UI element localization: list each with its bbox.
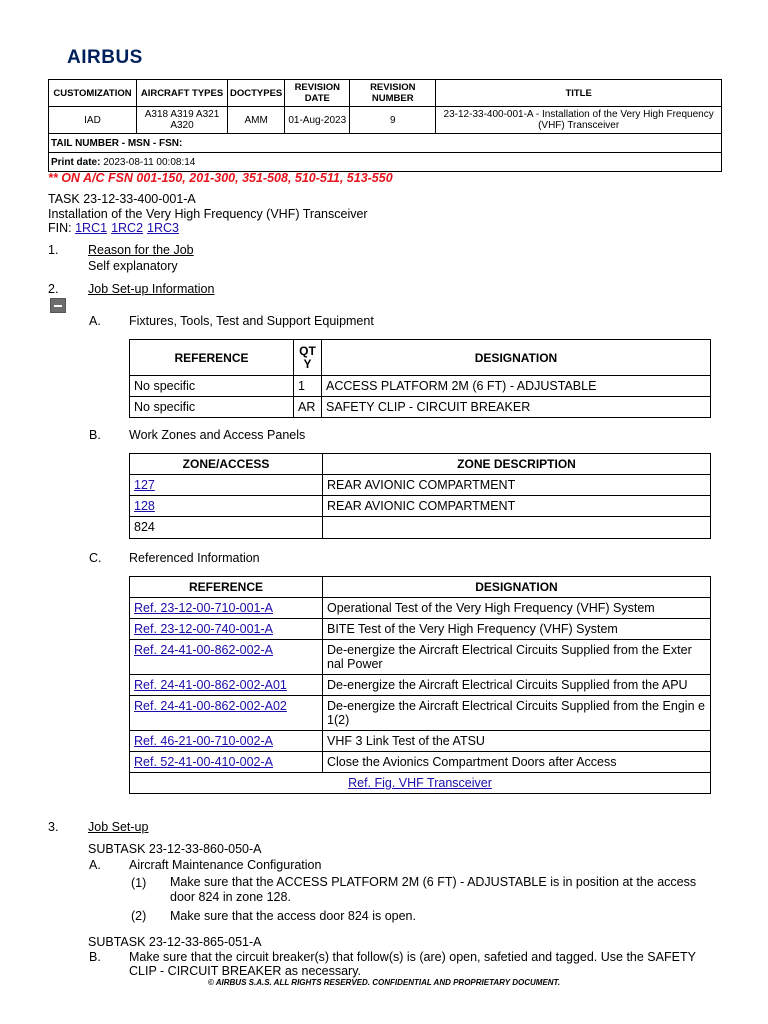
table-row	[130, 696, 711, 731]
header-col-customization: CUSTOMIZATION	[49, 80, 137, 107]
header-col-title: TITLE	[436, 80, 722, 107]
table-row	[130, 619, 711, 640]
header-title-value: 23-12-33-400-001-A - Installation of the Very High Frequency (VHF) Transceiver	[436, 107, 722, 134]
section-1-number: 1.	[48, 243, 59, 257]
ref-link[interactable]: Ref. 24-41-00-862-002-A01	[134, 678, 287, 692]
tools-reference-cell: No specific	[130, 376, 294, 397]
ref-designation-cell: Close the Avionics Compartment Doors after Access	[323, 752, 711, 773]
table-row	[130, 675, 711, 696]
table-row	[130, 731, 711, 752]
header-col-revision-date: REVISION DATE	[285, 80, 350, 107]
airbus-logo: AIRBUS	[67, 47, 143, 68]
tools-reference-cell: No specific	[130, 397, 294, 418]
tools-col-qty: QT Y	[294, 340, 322, 376]
table-row	[130, 475, 711, 496]
refs-col-designation: DESIGNATION	[323, 577, 711, 598]
zone-description-cell: REAR AVIONIC COMPARTMENT	[323, 496, 711, 517]
ref-designation-cell: De-energize the Aircraft Electrical Circuits Supplied from the Exter nal Power	[323, 640, 711, 675]
tools-designation-cell: ACCESS PLATFORM 2M (6 FT) - ADJUSTABLE	[322, 376, 711, 397]
table-row	[130, 640, 711, 675]
section-2b-letter: B.	[89, 428, 101, 442]
section-2c-title: Referenced Information	[129, 551, 260, 565]
task-title: Installation of the Very High Frequency (VHF) Transceiver	[48, 206, 368, 221]
section-3a-letter: A.	[89, 858, 101, 872]
ref-designation-cell: De-energize the Aircraft Electrical Circuits Supplied from the Engin e 1(2)	[323, 696, 711, 731]
zones-col-description: ZONE DESCRIPTION	[323, 454, 711, 475]
print-date-label: Print date:	[51, 156, 101, 168]
ref-designation-cell: VHF 3 Link Test of the ATSU	[323, 731, 711, 752]
table-row	[130, 598, 711, 619]
zone-description-cell: REAR AVIONIC COMPARTMENT	[323, 475, 711, 496]
zone-description-cell	[323, 517, 711, 539]
print-date-row	[49, 153, 722, 172]
step-1-text: Make sure that the ACCESS PLATFORM 2M (6 FT) - ADJUSTABLE is in position at the access door 824 in zone 128.	[170, 875, 697, 904]
figure-link[interactable]: Ref. Fig. VHF Transceiver	[348, 776, 492, 790]
section-2b-title: Work Zones and Access Panels	[129, 428, 306, 442]
table-row	[130, 397, 711, 418]
subtask-1-id: SUBTASK 23-12-33-860-050-A	[88, 842, 262, 856]
header-revision-number-value: 9	[350, 107, 436, 134]
tools-qty-cell: AR	[294, 397, 322, 418]
section-3b-letter: B.	[89, 950, 101, 964]
table-row	[130, 752, 711, 773]
section-1-text: Self explanatory	[88, 259, 178, 273]
fin-label: FIN:	[48, 221, 72, 235]
collapse-toggle-icon[interactable]	[50, 298, 66, 313]
header-aircraft-types-value: A318 A319 A321 A320	[137, 107, 228, 134]
tail-number-row: TAIL NUMBER - MSN - FSN:	[49, 134, 722, 153]
copyright-footer: © AIRBUS S.A.S. ALL RIGHTS RESERVED. CONFIDENTIAL AND PROPRIETARY DOCUMENT.	[207, 978, 561, 987]
table-row	[130, 376, 711, 397]
ref-link[interactable]: Ref. 24-41-00-862-002-A02	[134, 699, 287, 713]
table-row	[130, 496, 711, 517]
references-table	[129, 576, 711, 794]
section-2a-title: Fixtures, Tools, Test and Support Equipment	[129, 314, 374, 328]
header-col-doctypes: DOCTYPES	[228, 80, 285, 107]
fin-link-1rc3[interactable]: 1RC3	[147, 221, 179, 235]
fin-link-1rc1[interactable]: 1RC1	[75, 221, 108, 235]
tools-col-designation: DESIGNATION	[322, 340, 711, 376]
header-customization-value: IAD	[49, 107, 137, 134]
header-col-aircraft-types: AIRCRAFT TYPES	[137, 80, 228, 107]
section-3a-title: Aircraft Maintenance Configuration	[129, 858, 322, 872]
section-3b-text: Make sure that the circuit breaker(s) that follow(s) is (are) open, safetied and tagged. Use the SAFETY CLIP - CIRCUIT BREAKER as necessary.	[129, 950, 696, 978]
ref-link[interactable]: Ref. 23-12-00-740-001-A	[134, 622, 273, 636]
zones-table	[129, 453, 711, 539]
tools-col-reference: REFERENCE	[130, 340, 294, 376]
subtask-2-id: SUBTASK 23-12-33-865-051-A	[88, 935, 262, 949]
table-row	[130, 773, 711, 794]
refs-col-reference: REFERENCE	[130, 577, 323, 598]
header-doctypes-value: AMM	[228, 107, 285, 134]
zones-col-zone-access: ZONE/ACCESS	[130, 454, 323, 475]
section-3-number: 3.	[48, 820, 59, 834]
ref-designation-cell: Operational Test of the Very High Frequency (VHF) System	[323, 598, 711, 619]
step-2-number: (2)	[131, 909, 147, 923]
ref-link[interactable]: Ref. 23-12-00-710-001-A	[134, 601, 273, 615]
fin-line	[48, 221, 368, 236]
section-2-number: 2.	[48, 282, 59, 296]
ref-designation-cell: BITE Test of the Very High Frequency (VHF) System	[323, 619, 711, 640]
print-date-value: 2023-08-11 00:08:14	[103, 156, 196, 168]
applicability-note: ** ON A/C FSN 001-150, 201-300, 351-508, 510-511, 513-550	[48, 171, 393, 185]
zone-access-cell: 824	[130, 517, 323, 539]
ref-link[interactable]: Ref. 52-41-00-410-002-A	[134, 755, 273, 769]
ref-link[interactable]: Ref. 24-41-00-862-002-A	[134, 643, 273, 657]
section-2c-letter: C.	[89, 551, 102, 565]
step-1-number: (1)	[131, 876, 147, 890]
section-3-title: Job Set-up	[88, 820, 149, 834]
task-id: TASK 23-12-33-400-001-A	[48, 192, 196, 206]
tools-table	[129, 339, 711, 418]
header-col-revision-number: REVISION NUMBER	[350, 80, 436, 107]
table-row	[130, 517, 711, 539]
tools-qty-cell: 1	[294, 376, 322, 397]
document-header-table	[48, 79, 722, 172]
zone-link-127[interactable]: 127	[134, 478, 155, 492]
zone-link-128[interactable]: 128	[134, 499, 155, 513]
section-2-title: Job Set-up Information	[88, 282, 215, 296]
header-revision-date-value: 01-Aug-2023	[285, 107, 350, 134]
section-1-title: Reason for the Job	[88, 243, 194, 257]
tools-designation-cell: SAFETY CLIP - CIRCUIT BREAKER	[322, 397, 711, 418]
section-2a-letter: A.	[89, 314, 101, 328]
step-2-text: Make sure that the access door 824 is open.	[170, 909, 416, 923]
fin-link-1rc2[interactable]: 1RC2	[111, 221, 144, 235]
ref-designation-cell: De-energize the Aircraft Electrical Circuits Supplied from the APU	[323, 675, 711, 696]
task-block	[48, 192, 368, 236]
ref-link[interactable]: Ref. 46-21-00-710-002-A	[134, 734, 273, 748]
